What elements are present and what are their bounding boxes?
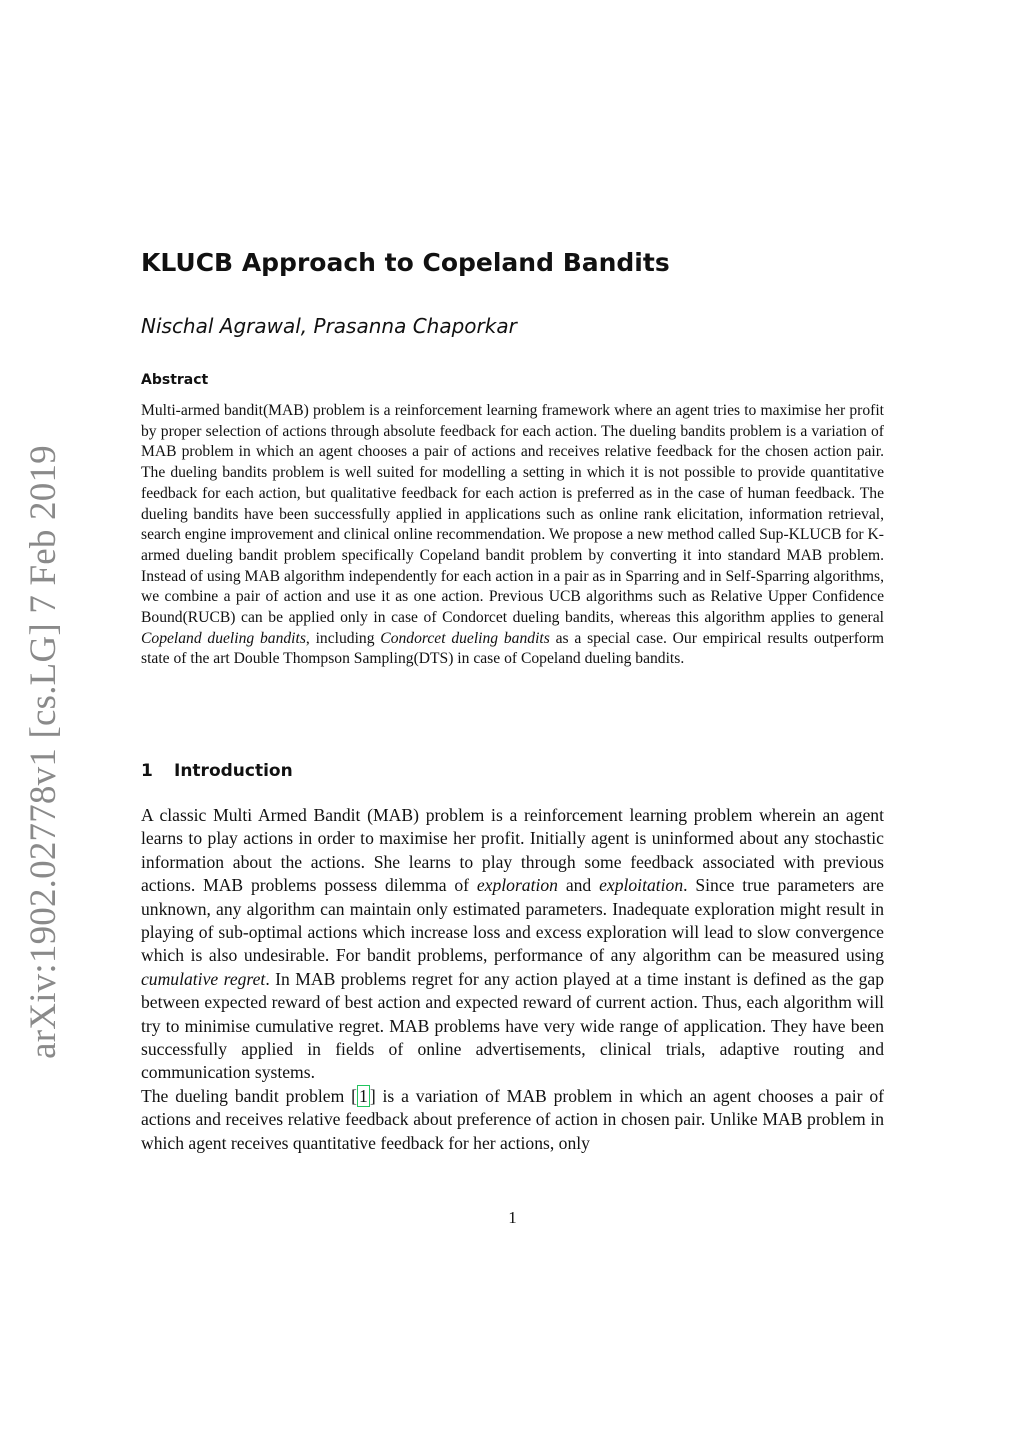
abstract-text: as a special case. Our empirical results outperform state of the art Double Thompson Sampling(DTS) in case of Copeland dueling bandits.: [141, 629, 885, 668]
arxiv-identifier-stamp: arXiv:1902.02778v1 [cs.LG] 7 Feb 2019: [23, 445, 64, 1059]
intro-emphasis: exploitation: [599, 875, 684, 896]
intro-emphasis: exploration: [476, 875, 558, 896]
intro-paragraph: [141, 804, 884, 1085]
intro-emphasis: cumulative regret: [141, 968, 266, 989]
abstract-emphasis: Copeland dueling bandits: [141, 629, 306, 647]
introduction-body: [141, 804, 884, 1155]
paper-title: KLUCB Approach to Copeland Bandits: [141, 248, 670, 277]
intro-text: . In MAB problems regret for any action played at a time instant is defined as the gap between expected reward of best action and expected reward of current action. Thus, each algorithm will try to minimise cumulative regret. MAB problems have very wide range of application. They have been successfully applied in fields of online advertisements, clinical trials, adaptive routing and communication systems.: [141, 968, 884, 1083]
page-number: 1: [508, 1208, 517, 1227]
abstract-heading: Abstract: [141, 372, 209, 388]
section-title: Introduction: [174, 761, 293, 781]
abstract-text: , including: [305, 629, 375, 647]
section-heading-introduction: [141, 761, 293, 781]
intro-text: The dueling bandit problem: [141, 1085, 345, 1106]
abstract-text: Multi-armed bandit(MAB) problem is a reinforcement learning framework where an agent tries to maximise her profit by proper selection of actions through absolute feedback for each action. The dueling bandits problem is a variation of MAB problem in which an agent chooses a pair of actions and receives relative feedback for the chosen action pair. The dueling bandits problem is well suited for modelling a setting in which it is not possible to provide quantitative feedback for each action, but qualitative feedback for each action is preferred as in the case of human feedback. The dueling bandits have been successfully applied in applications such as online rank elicitation, information retrieval, search engine improvement and clinical online recommendation. We propose a new method called Sup-KLUCB for K-armed dueling bandit problem specifically Copeland bandit problem by converting it into standard MAB problem. Instead of using MAB algorithm independently for each action in a pair as in Sparring and in Self-Sparring algorithms, we combine a pair of action and use it as one action. Previous UCB algorithms such as Relative Upper Confidence Bound(RUCB) can be applied only in case of Condorcet dueling bandits, whereas this algorithm applies to general: [141, 402, 884, 627]
intro-text: and: [565, 875, 592, 896]
intro-text: . Since true parameters are unknown, any algorithm can maintain only estimated parameters. Inadequate exploration might result in playing of sub-optimal actions which increase loss and excess exploration will lead to slow convergence which is also undesirable. For bandit problems, performance of any algorithm can be measured using: [141, 875, 884, 966]
intro-text: A classic Multi Armed Bandit (MAB) problem is a reinforcement learning problem wherein an agent learns to play actions in order to maximise her profit. Initially agent is uninformed about any stochastic information about the actions. She learns to play through some feedback associated with previous actions. MAB problems possess dilemma of: [141, 805, 884, 896]
citation-link[interactable]: 1: [359, 1085, 368, 1106]
intro-text: is a variation of MAB problem in which an agent chooses a pair of actions and receives relative feedback about preference of action in chosen pair. Unlike MAB problem in which agent receives quantitative feedback for her actions, only: [141, 1085, 884, 1153]
paper-authors: Nischal Agrawal, Prasanna Chaporkar: [141, 314, 517, 338]
abstract-emphasis: Condorcet dueling bandits: [380, 629, 550, 647]
intro-paragraph: The dueling bandit problem [ 1 ] is a variation of MAB problem in which an agent chooses a pair of actions and receives relative feedback about preference of action in chosen pair. Unlike MAB problem in which agent receives quantitative feedback for her actions, only: [141, 1085, 884, 1153]
section-number: 1: [141, 761, 153, 781]
abstract-body: [141, 401, 884, 670]
